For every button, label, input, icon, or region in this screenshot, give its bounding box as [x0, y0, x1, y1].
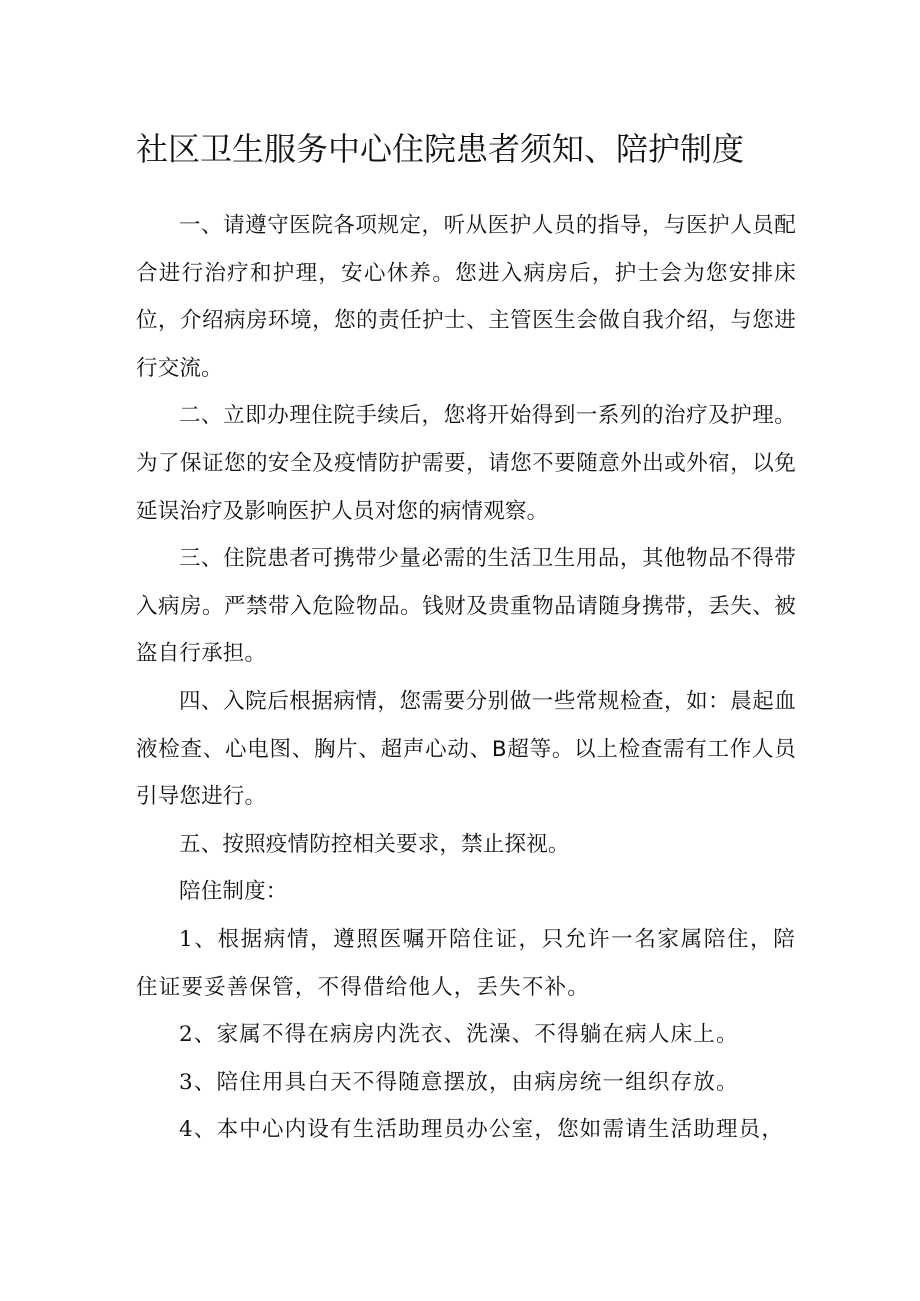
paragraph-accompany-4: 4、本中心内设有生活助理员办公室，您如需请生活助理员， — [179, 1117, 785, 1143]
paragraph-rule-2: 二、立即办理住院手续后，您将开始得到一系列的治疗及护理。为了保证您的安全及疫情防护需要，请您不要随意外出或外宿，以免延误治疗及影响医护人员对您的病情观察。 — [136, 403, 796, 524]
document-title: 社区卫生服务中心住院患者须知、陪护制度 — [136, 130, 745, 168]
paragraph-rule-3: 三、住院患者可携带少量必需的生活卫生用品，其他物品不得带入病房。严禁带入危险物品。钱财及贵重物品请随身携带，丢失、被盗自行承担。 — [136, 546, 796, 667]
paragraph-rule-1: 一、请遵守医院各项规定，听从医护人员的指导，与医护人员配合进行治疗和护理，安心休养。您进入病房后，护士会为您安排床位，介绍病房环境，您的责任护士、主管医生会做自我介绍，与您进行交流。 — [136, 213, 796, 381]
section-heading-accompany: 陪住制度： — [179, 879, 288, 905]
paragraph-accompany-2: 2、家属不得在病房内洗衣、洗澡、不得躺在病人床上。 — [179, 1022, 739, 1048]
paragraph-rule-4: 四、入院后根据病情，您需要分别做一些常规检查，如：晨起血液检查、心电图、胸片、超声心动、B超等。以上检查需有工作人员引导您进行。 — [136, 688, 796, 810]
document-body — [136, 202, 796, 1154]
paragraph-accompany-3: 3、陪住用具白天不得随意摆放，由病房统一组织存放。 — [179, 1069, 739, 1095]
paragraph-accompany-1: 1、根据病情，遵照医嘱开陪住证，只允许一名家属陪住，陪住证要妥善保管，不得借给他人，丢失不补。 — [136, 926, 796, 1000]
paragraph-rule-5: 五、按照疫情防控相关要求，禁止探视。 — [179, 831, 570, 857]
